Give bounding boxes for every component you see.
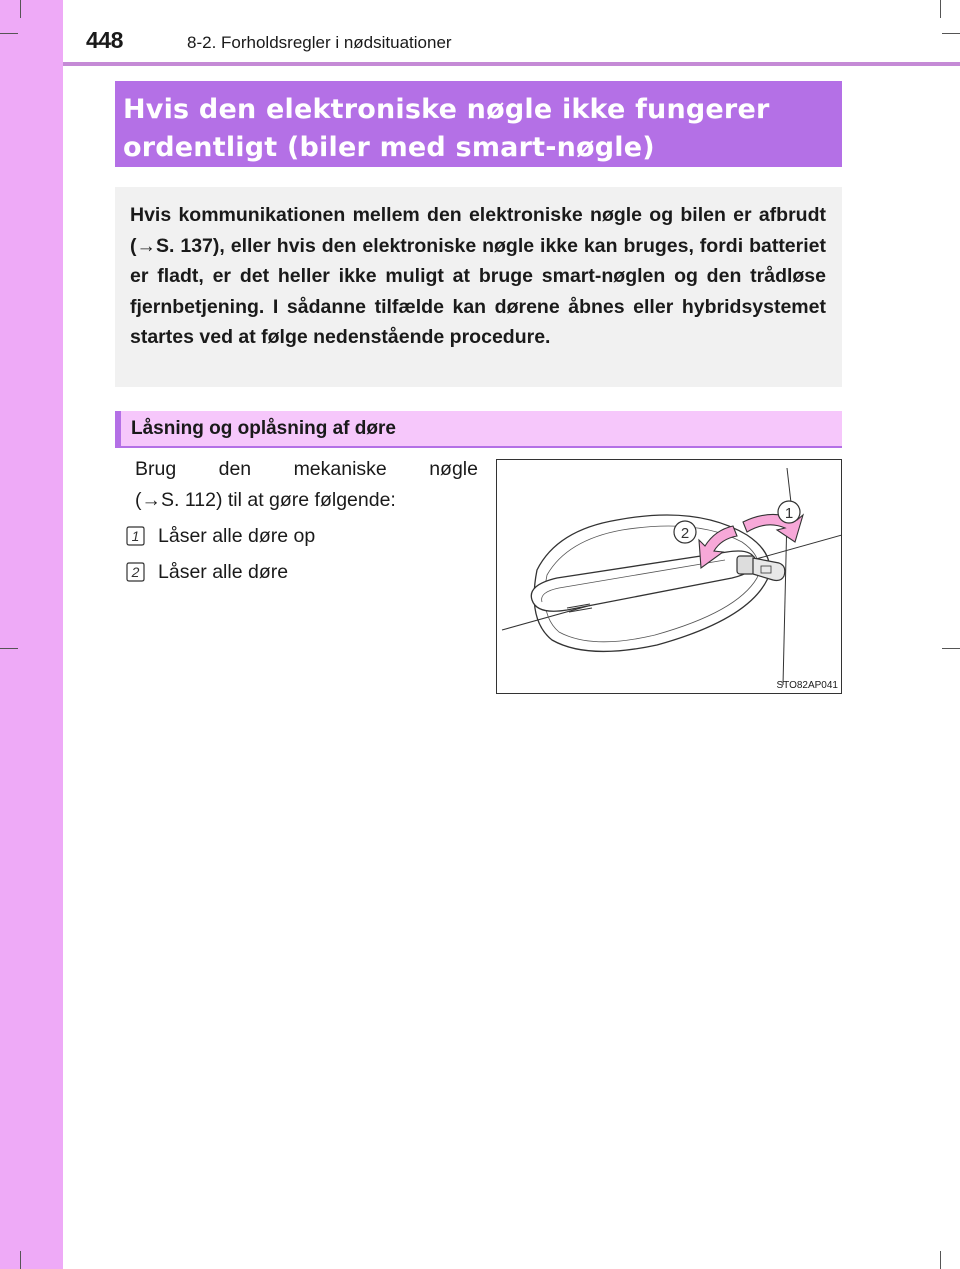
body-page-ref[interactable]: S. 112 [161, 489, 216, 511]
body-line-2: (→S. 112) til at gøre følgende: [135, 489, 396, 511]
subheader-accent-bar [115, 411, 121, 446]
list-item [125, 554, 475, 590]
svg-text:2: 2 [131, 564, 140, 580]
crop-mark [20, 1251, 21, 1269]
key-cylinder [737, 556, 755, 574]
body-word: nøgle [429, 458, 478, 480]
section-title: 8-2. Forholdsregler i nødsituationer [187, 33, 452, 52]
list-item [125, 518, 475, 554]
figure-code: STO82AP041 [776, 680, 838, 691]
body-text-end: ) til at gøre følgende: [215, 489, 396, 511]
body-word: Brug [135, 458, 177, 480]
intro-box [115, 187, 842, 387]
arrow-icon: → [136, 234, 156, 257]
crop-mark [940, 1251, 941, 1269]
mechanical-key [753, 558, 785, 581]
title-line-2: ordentligt (biler med smart-nøgle) [123, 132, 655, 163]
page-title [123, 91, 834, 167]
header-rule [63, 62, 960, 66]
crop-mark [942, 648, 960, 649]
title-line-1: Hvis den elektroniske nøgle ikke fungerer [123, 94, 770, 125]
crop-mark [20, 0, 21, 18]
body-word: mekaniske [293, 458, 387, 480]
body-word: den [218, 458, 252, 480]
number-2-icon [125, 561, 146, 583]
crop-mark [0, 648, 18, 649]
crop-mark [0, 33, 18, 34]
body-paragraph [135, 454, 478, 516]
subsection-header [115, 411, 842, 448]
intro-text-start: Hvis kommunikationen mellem den elektroniske nøgle og bilen er afbrudt ( [130, 204, 826, 257]
page-number: 448 [86, 27, 123, 53]
door-edge-line [783, 515, 787, 685]
door-handle-illustration [496, 459, 842, 694]
door-handle [531, 551, 755, 611]
title-box [115, 81, 842, 167]
step-list [125, 518, 475, 590]
intro-page-ref[interactable]: S. 137 [156, 234, 213, 257]
list-item-text: Låser alle døre [158, 560, 289, 583]
arrow-icon: → [141, 489, 161, 511]
svg-text:1: 1 [784, 505, 794, 522]
body-line-1 [135, 454, 478, 485]
page-header [63, 0, 960, 66]
number-1-icon [125, 525, 146, 547]
svg-text:2: 2 [680, 525, 690, 542]
door-handle-drawing [497, 460, 842, 694]
subsection-title: Låsning og oplåsning af døre [131, 418, 396, 439]
svg-text:1: 1 [131, 528, 140, 544]
page-side-stripe [0, 0, 63, 1269]
intro-paragraph [130, 200, 826, 353]
intro-text-end: ), eller hvis den elektroniske nøgle ikke kan bruges, fordi batteriet er fladt, er det heller ikke muligt at bruge smart-nøglen og den trådløse fjernbetjening. I sådanne tilfælde kan dørene åbnes eller hybridsystemet startes ved at følge nedenstående procedure. [130, 234, 826, 348]
list-item-text: Låser alle døre op [158, 524, 316, 547]
